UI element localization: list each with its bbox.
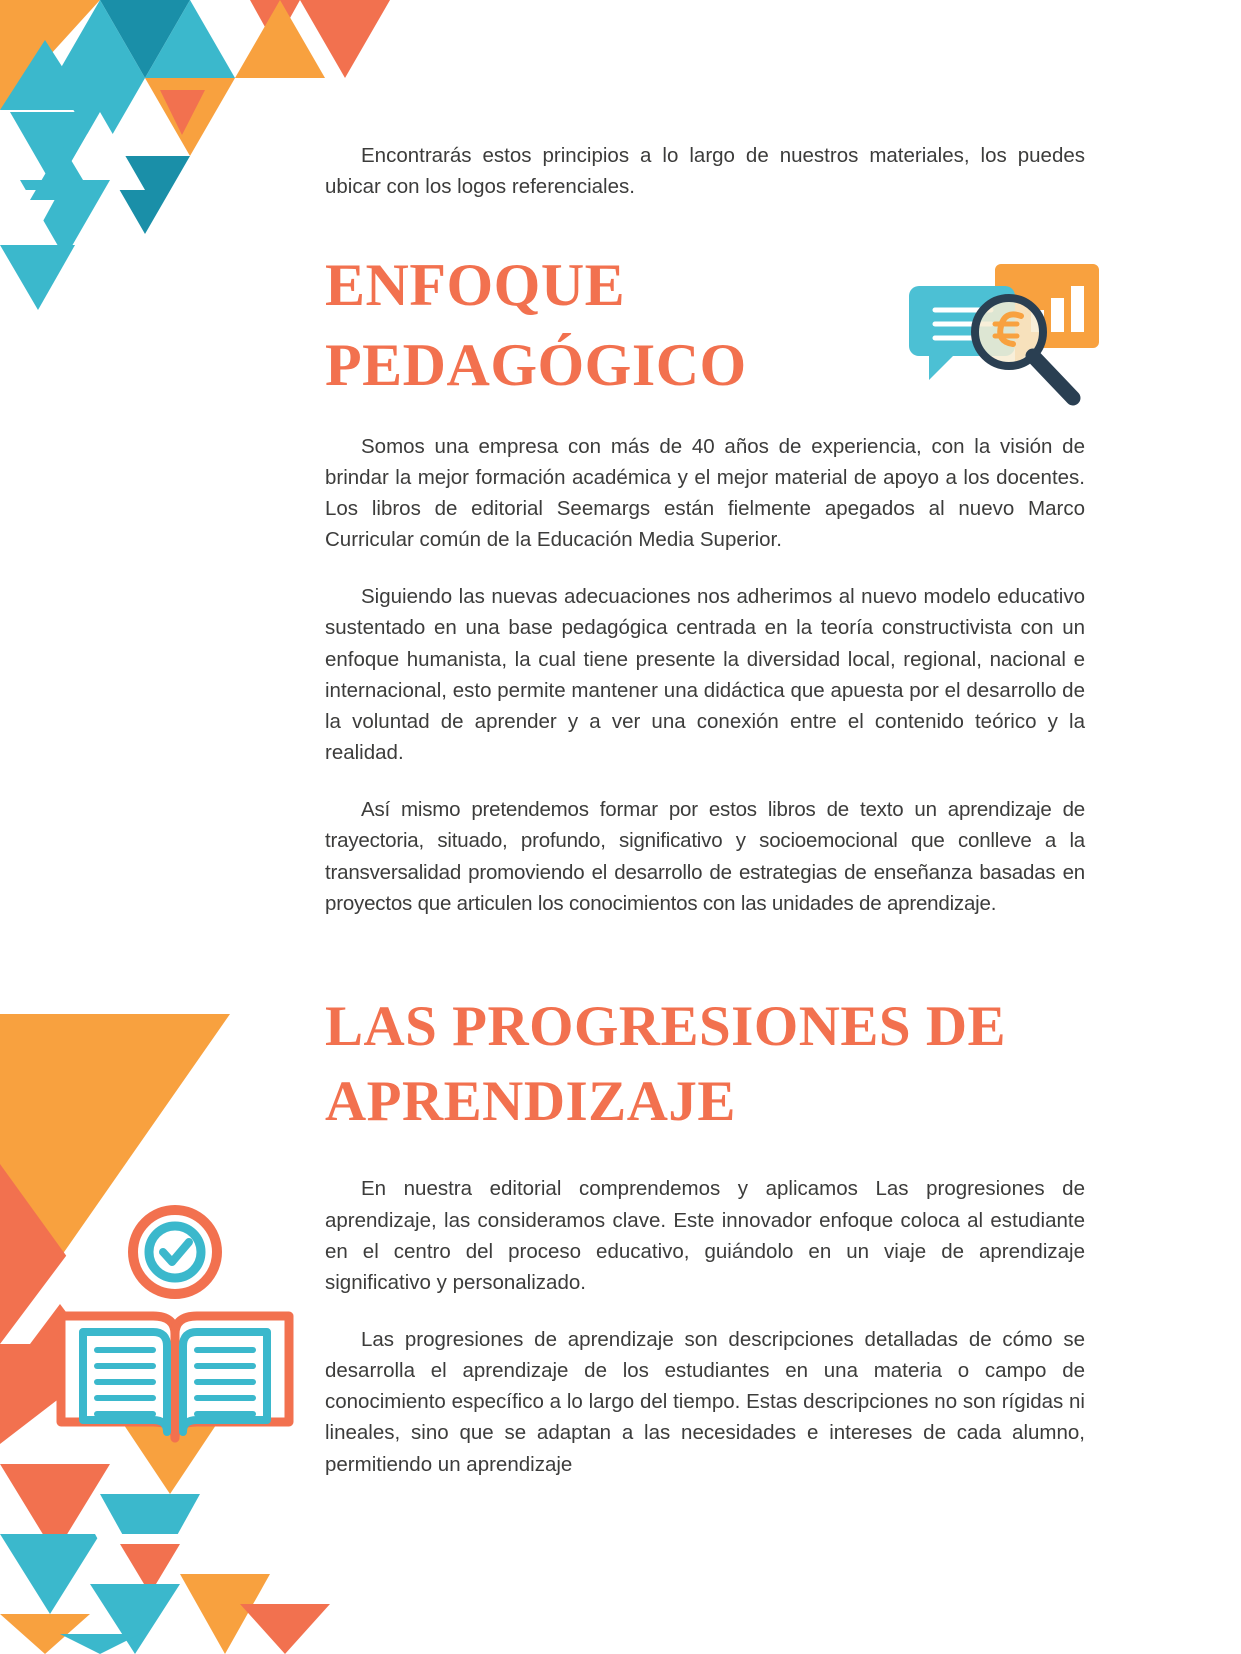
paragraph: Somos una empresa con más de 40 años de experiencia, con la visión de brindar la mejor formación académica y el mejor material de apoyo a los docentes. Los libros de editorial Seemargs están fielmente apegados al nuevo Marco Curricular común de la Educación Media Superior. <box>325 434 1085 552</box>
section-title-line-1: ENFOQUE <box>325 252 626 319</box>
section-heading-progresiones-aprendizaje <box>325 989 1085 1139</box>
section-title-line-2: APRENDIZAJE <box>325 1070 736 1134</box>
section-title-line-2: PEDAGÓGICO <box>325 331 747 398</box>
section-title-line-1: LAS PROGRESIONES DE <box>325 994 1007 1058</box>
paragraph: Las progresiones de aprendizaje son descripciones detalladas de cómo se desarrolla el aprendizaje de los estudiantes en una materia o campo de conocimiento específico a lo largo del tiempo. Estas descripciones no son rígidas ni lineales, sino que se adaptan a las necesidades e intereses de cada alumno, permitiendo un aprendizaje <box>325 1327 1085 1476</box>
paragraph: Así mismo pretendemos formar por estos libros de texto un aprendizaje de trayectoria, situado, profundo, significativo y socioemocional que conlleve a la transversalidad promoviendo el desarrollo de estrategias de enseñanza basadas en proyectos que articulen los conocimientos con las unidades de aprendizaje. <box>325 798 1085 915</box>
section-heading-enfoque-pedagogico <box>325 246 1085 404</box>
open-book-check-icon <box>45 1204 305 1459</box>
intro-paragraph: Encontrarás estos principios a lo largo de nuestros materiales, los puedes ubicar con los logos referenciales. <box>325 144 1085 199</box>
main-content <box>325 140 1085 1506</box>
magnifier-chart-chat-icon <box>905 258 1105 418</box>
paragraph: En nuestra editorial comprendemos y aplicamos Las progresiones de aprendizaje, las consideramos clave. Este innovador enfoque coloca al estudiante en el centro del proceso educativo, guiándolo en un viaje de aprendizaje significativo y personalizado. <box>325 1177 1085 1294</box>
paragraph: Siguiendo las nuevas adecuaciones nos adherimos al nuevo modelo educativo sustentado en una base pedagógica centrada en la teoría constructivista con un enfoque humanista, la cual tiene presente la diversidad local, regional, nacional e internacional, esto permite mantener una didáctica que apuesta por el desarrollo de la voluntad de aprender y a ver una conexión entre el contenido teórico y la realidad. <box>325 585 1085 765</box>
section-body-enfoque-pedagogico <box>325 431 1085 919</box>
section-body-progresiones-aprendizaje <box>325 1173 1085 1479</box>
